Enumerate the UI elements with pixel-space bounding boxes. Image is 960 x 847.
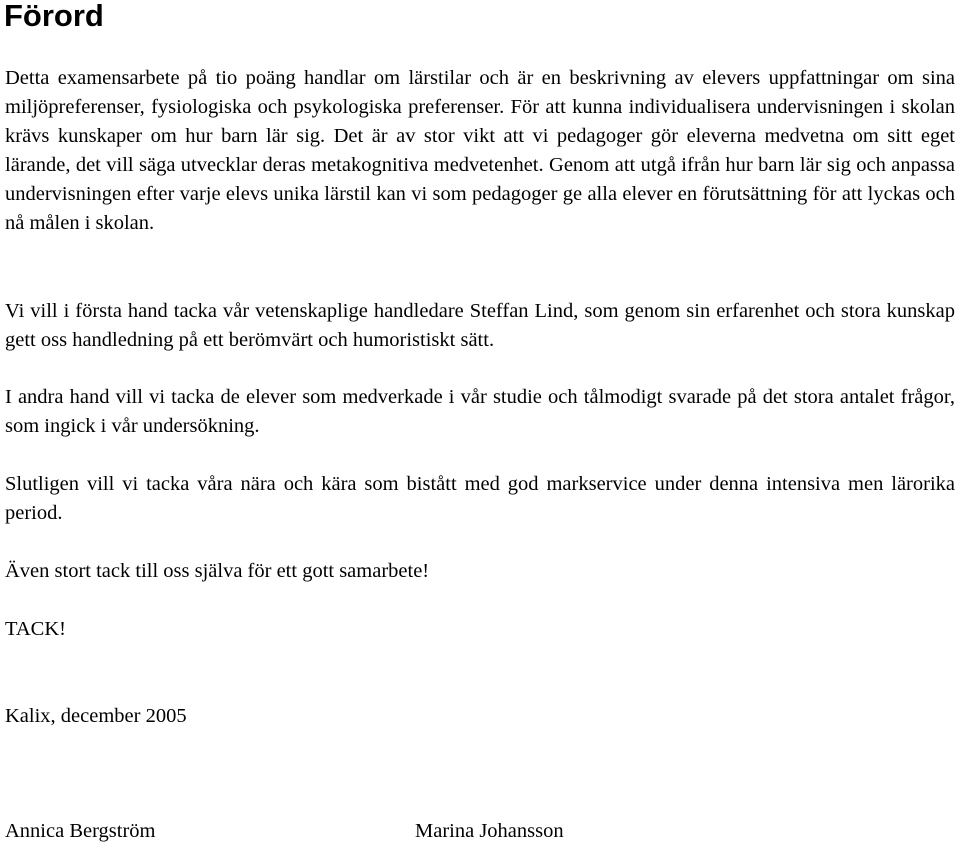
place-date: Kalix, december 2005 (5, 705, 187, 727)
paragraph-thanks-supervisor: Vi vill i första hand tacka vår vetenskaplige handledare Steffan Lind, som genom sin erfarenhet och stora kunskap gett oss handledning på ett berömvärt och humoristiskt sätt. (5, 300, 955, 351)
closing-line: Även stort tack till oss själva för ett gott samarbete! (5, 560, 430, 582)
signature-author-1: Annica Bergström (5, 820, 156, 842)
page-title: Förord (4, 0, 104, 33)
paragraph-thanks-family: Slutligen vill vi tacka våra nära och kära som bistått med god markservice under denna intensiva men lärorika period. (5, 473, 955, 524)
paragraph-intro: Detta examensarbete på tio poäng handlar om lärstilar och är en beskrivning av elevers uppfattningar om sina miljöpreferenser, fysiologiska och psykologiska preferenser. För att kunna individualisera undervisningen i skolan krävs kunskaper om hur barn lär sig. Det är av stor vikt att vi pedagoger gör eleverna medvetna om sitt eget lärande, det vill säga utvecklar deras metakognitiva medvetenhet. Genom att utgå ifrån hur barn lär sig och anpassa undervisningen efter varje elevs unika lärstil kan vi som pedagoger ge alla elever en förutsättning för att lyckas och nå målen i skolan. (5, 67, 955, 234)
thanks-line: TACK! (5, 618, 66, 640)
paragraph-thanks-students: I andra hand vill vi tacka de elever som medverkade i vår studie och tålmodigt svarade på det stora antalet frågor, som ingick i vår undersökning. (5, 386, 955, 437)
signature-author-2: Marina Johansson (415, 820, 564, 842)
